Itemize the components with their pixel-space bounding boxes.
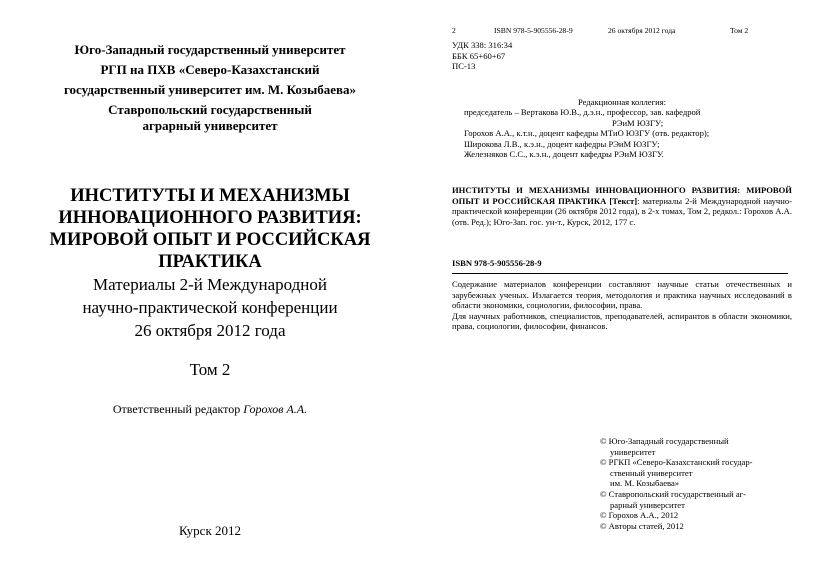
ps-code: ПС-13 xyxy=(452,61,476,72)
udk-code: УДК 338: 316:34 xyxy=(452,40,513,50)
title-line: ИНСТИТУТЫ И МЕХАНИЗМЫ xyxy=(70,186,350,206)
copyright-line: рарный университет xyxy=(610,499,685,510)
title-line: ИННОВАЦИОННОГО РАЗВИТИЯ: xyxy=(58,208,362,228)
conference-subtitle xyxy=(20,273,400,342)
abstract xyxy=(452,279,792,332)
editorial-board-title: Редакционная коллегия: xyxy=(577,97,667,107)
university-line: аграрный университет xyxy=(142,118,278,133)
book-title xyxy=(20,185,400,273)
copyright-line: © Авторы статей, 2012 xyxy=(600,520,684,531)
university-line: РГП на ПХВ «Северо-Казахстанский xyxy=(100,62,320,77)
header-volume: Том 2 xyxy=(730,26,749,35)
right-page xyxy=(410,0,819,579)
subtitle-line: Материалы 2-й Международной xyxy=(93,275,327,294)
abstract-paragraph: Для научных работников, специалистов, преподавателей, аспирантов в области экономики, права, социологии, философии, финансов. xyxy=(452,310,792,332)
universities-block xyxy=(30,40,390,136)
editor-name: Горохов А.А. xyxy=(243,402,308,416)
biblio-details: : материалы 2-й Международной научно-практической конференции (26 октября 2012 года), в 2-х томах, Том 2, редкол.: Горохов А.А. (отв. Ред.); Юго-Зап. гос. ун-т., Курск, 2012, 177 с. xyxy=(452,195,792,227)
volume-label: Том 2 xyxy=(189,360,231,379)
editorial-board xyxy=(452,107,792,160)
copyright-line: © РГКП «Северо-Казахстанский государ- xyxy=(600,457,753,468)
subtitle-line: научно-практической конференции xyxy=(82,298,338,317)
board-member: Железняков С.С., к.э.н., доцент кафедры РЭиМ ЮЗГУ. xyxy=(464,149,664,160)
divider xyxy=(452,273,788,274)
bbk-code: ББК 65+60+67 xyxy=(452,50,506,61)
copyright-block xyxy=(600,436,800,531)
board-member: Горохов А.А., к.т.н., доцент кафедры МТиО ЮЗГУ (отв. редактор); xyxy=(464,128,710,139)
biblio-title: ИНСТИТУТЫ И МЕХАНИЗМЫ ИННОВАЦИОННОГО РАЗВИТИЯ: МИРОВОЙ ОПЫТ И РОССИЙСКАЯ ПРАКТИКА [Текст] xyxy=(452,185,792,206)
copyright-line: © Юго-Западный государственный xyxy=(600,436,729,446)
subtitle-line: 26 октября 2012 года xyxy=(134,321,286,340)
copyright-line: ственный университет xyxy=(610,467,693,478)
university-line: государственный университет им. М. Козыбаева» xyxy=(63,82,357,97)
board-member-cont: РЭиМ ЮЗГУ; xyxy=(612,117,664,128)
city-year: Курск 2012 xyxy=(178,523,242,538)
university-line: Юго-Западный государственный университет xyxy=(74,42,346,57)
editor-line xyxy=(20,402,400,417)
board-member: председатель – Вертакова Ю.В., д.э.н., профессор, зав. кафедрой xyxy=(464,107,701,117)
copyright-line: университет xyxy=(610,446,656,457)
editor-prefix: Ответственный редактор xyxy=(112,402,241,416)
copyright-line: © Ставропольский государственный аг- xyxy=(600,488,747,499)
title-line: МИРОВОЙ ОПЫТ И РОССИЙСКАЯ xyxy=(49,230,371,250)
header-isbn: ISBN 978-5-905556-28-9 xyxy=(494,26,573,35)
university-line: Ставропольский государственный xyxy=(108,102,312,117)
header-page-number: 2 xyxy=(452,26,456,35)
classification-codes xyxy=(452,40,512,72)
header-date: 26 октября 2012 года xyxy=(608,26,676,35)
copyright-line: им. М. Козыбаева» xyxy=(610,478,680,489)
isbn-line: ISBN 978-5-905556-28-9 xyxy=(452,258,542,268)
bibliographic-record xyxy=(452,185,792,227)
title-line: ПРАКТИКА xyxy=(158,252,262,272)
abstract-paragraph: Содержание материалов конференции составляют научные статьи отечественных и зарубежных ученых. Излагается теория, методология и практика научных исследований в области экономики, социологии, философии, права. xyxy=(452,279,792,311)
copyright-line: © Горохов А.А., 2012 xyxy=(600,510,679,521)
board-member: Широкова Л.В., к.э.н., доцент кафедры РЭиМ ЮЗГУ; xyxy=(464,138,660,149)
